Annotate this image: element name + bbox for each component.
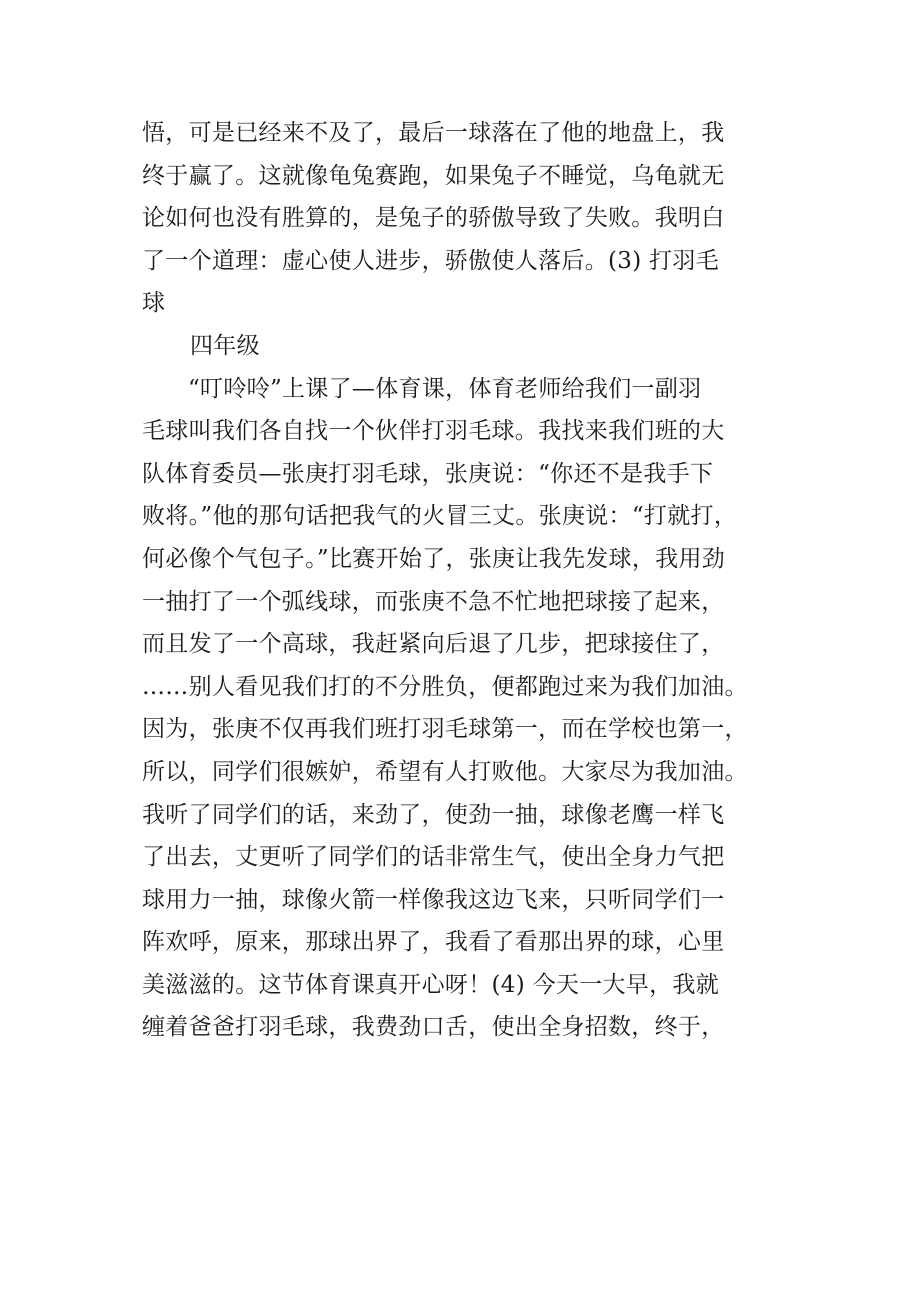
text-line: 何必像个气包子。”比赛开始了，张庚让我先发球，我用劲 (142, 545, 726, 572)
text-line: 论如何也没有胜算的，是兔子的骄傲导致了失败。我明白 (142, 205, 725, 232)
text-line: 因为，张庚不仅再我们班打羽毛球第一，而在学校也第一， (142, 716, 748, 743)
text-line: 缠着爸爸打羽毛球，我费劲口舌，使出全身招数，终于， (142, 1014, 725, 1041)
text-line: 而且发了一个高球，我赶紧向后退了几步，把球接住了， (142, 631, 725, 658)
text-line: 队体育委员—张庚打羽毛球，张庚说：“你还不是我手下 (142, 460, 714, 487)
text-line: 我听了同学们的话，来劲了，使劲一抽，球像老鹰一样飞 (142, 801, 725, 828)
grade-heading: 四年级 (190, 332, 260, 359)
text-line: 阵欢呼，原来，那球出界了，我看了看那出界的球，心里 (142, 929, 725, 956)
text-line: 毛球叫我们各自找一个伙伴打羽毛球。我找来我们班的大 (142, 418, 725, 445)
text-line: 球用力一抽，球像火箭一样像我这边飞来，只听同学们一 (142, 886, 725, 913)
text-line: ……别人看见我们打的不分胜负，便都跑过来为我们加油。 (142, 673, 748, 700)
text-line: 了一个道理：虚心使人进步，骄傲使人落后。(3) 打羽毛 (142, 247, 719, 274)
text-line: 一抽打了一个弧线球，而张庚不急不忙地把球接了起来， (142, 588, 725, 615)
text-line: 了出去，丈更听了同学们的话非常生气，使出全身力气把 (142, 844, 725, 871)
document-body (142, 112, 782, 1049)
text-line: 美滋滋的。这节体育课真开心呀！(4) 今天一大早，我就 (142, 971, 719, 998)
text-line: “叮呤呤”上课了—体育课，体育老师给我们一副羽 (188, 375, 702, 402)
text-line: 悟，可是已经来不及了，最后一球落在了他的地盘上，我 (142, 120, 725, 146)
text-line: 败将。”他的那句话把我气的火冒三丈。张庚说：“打就打， (142, 503, 738, 530)
text-line: 终于赢了。这就像龟兔赛跑，如果兔子不睡觉，乌龟就无 (142, 162, 725, 189)
text-line: 球 (142, 290, 166, 317)
text-line: 所以，同学们很嫉妒，希望有人打败他。大家尽为我加油。 (142, 758, 748, 785)
